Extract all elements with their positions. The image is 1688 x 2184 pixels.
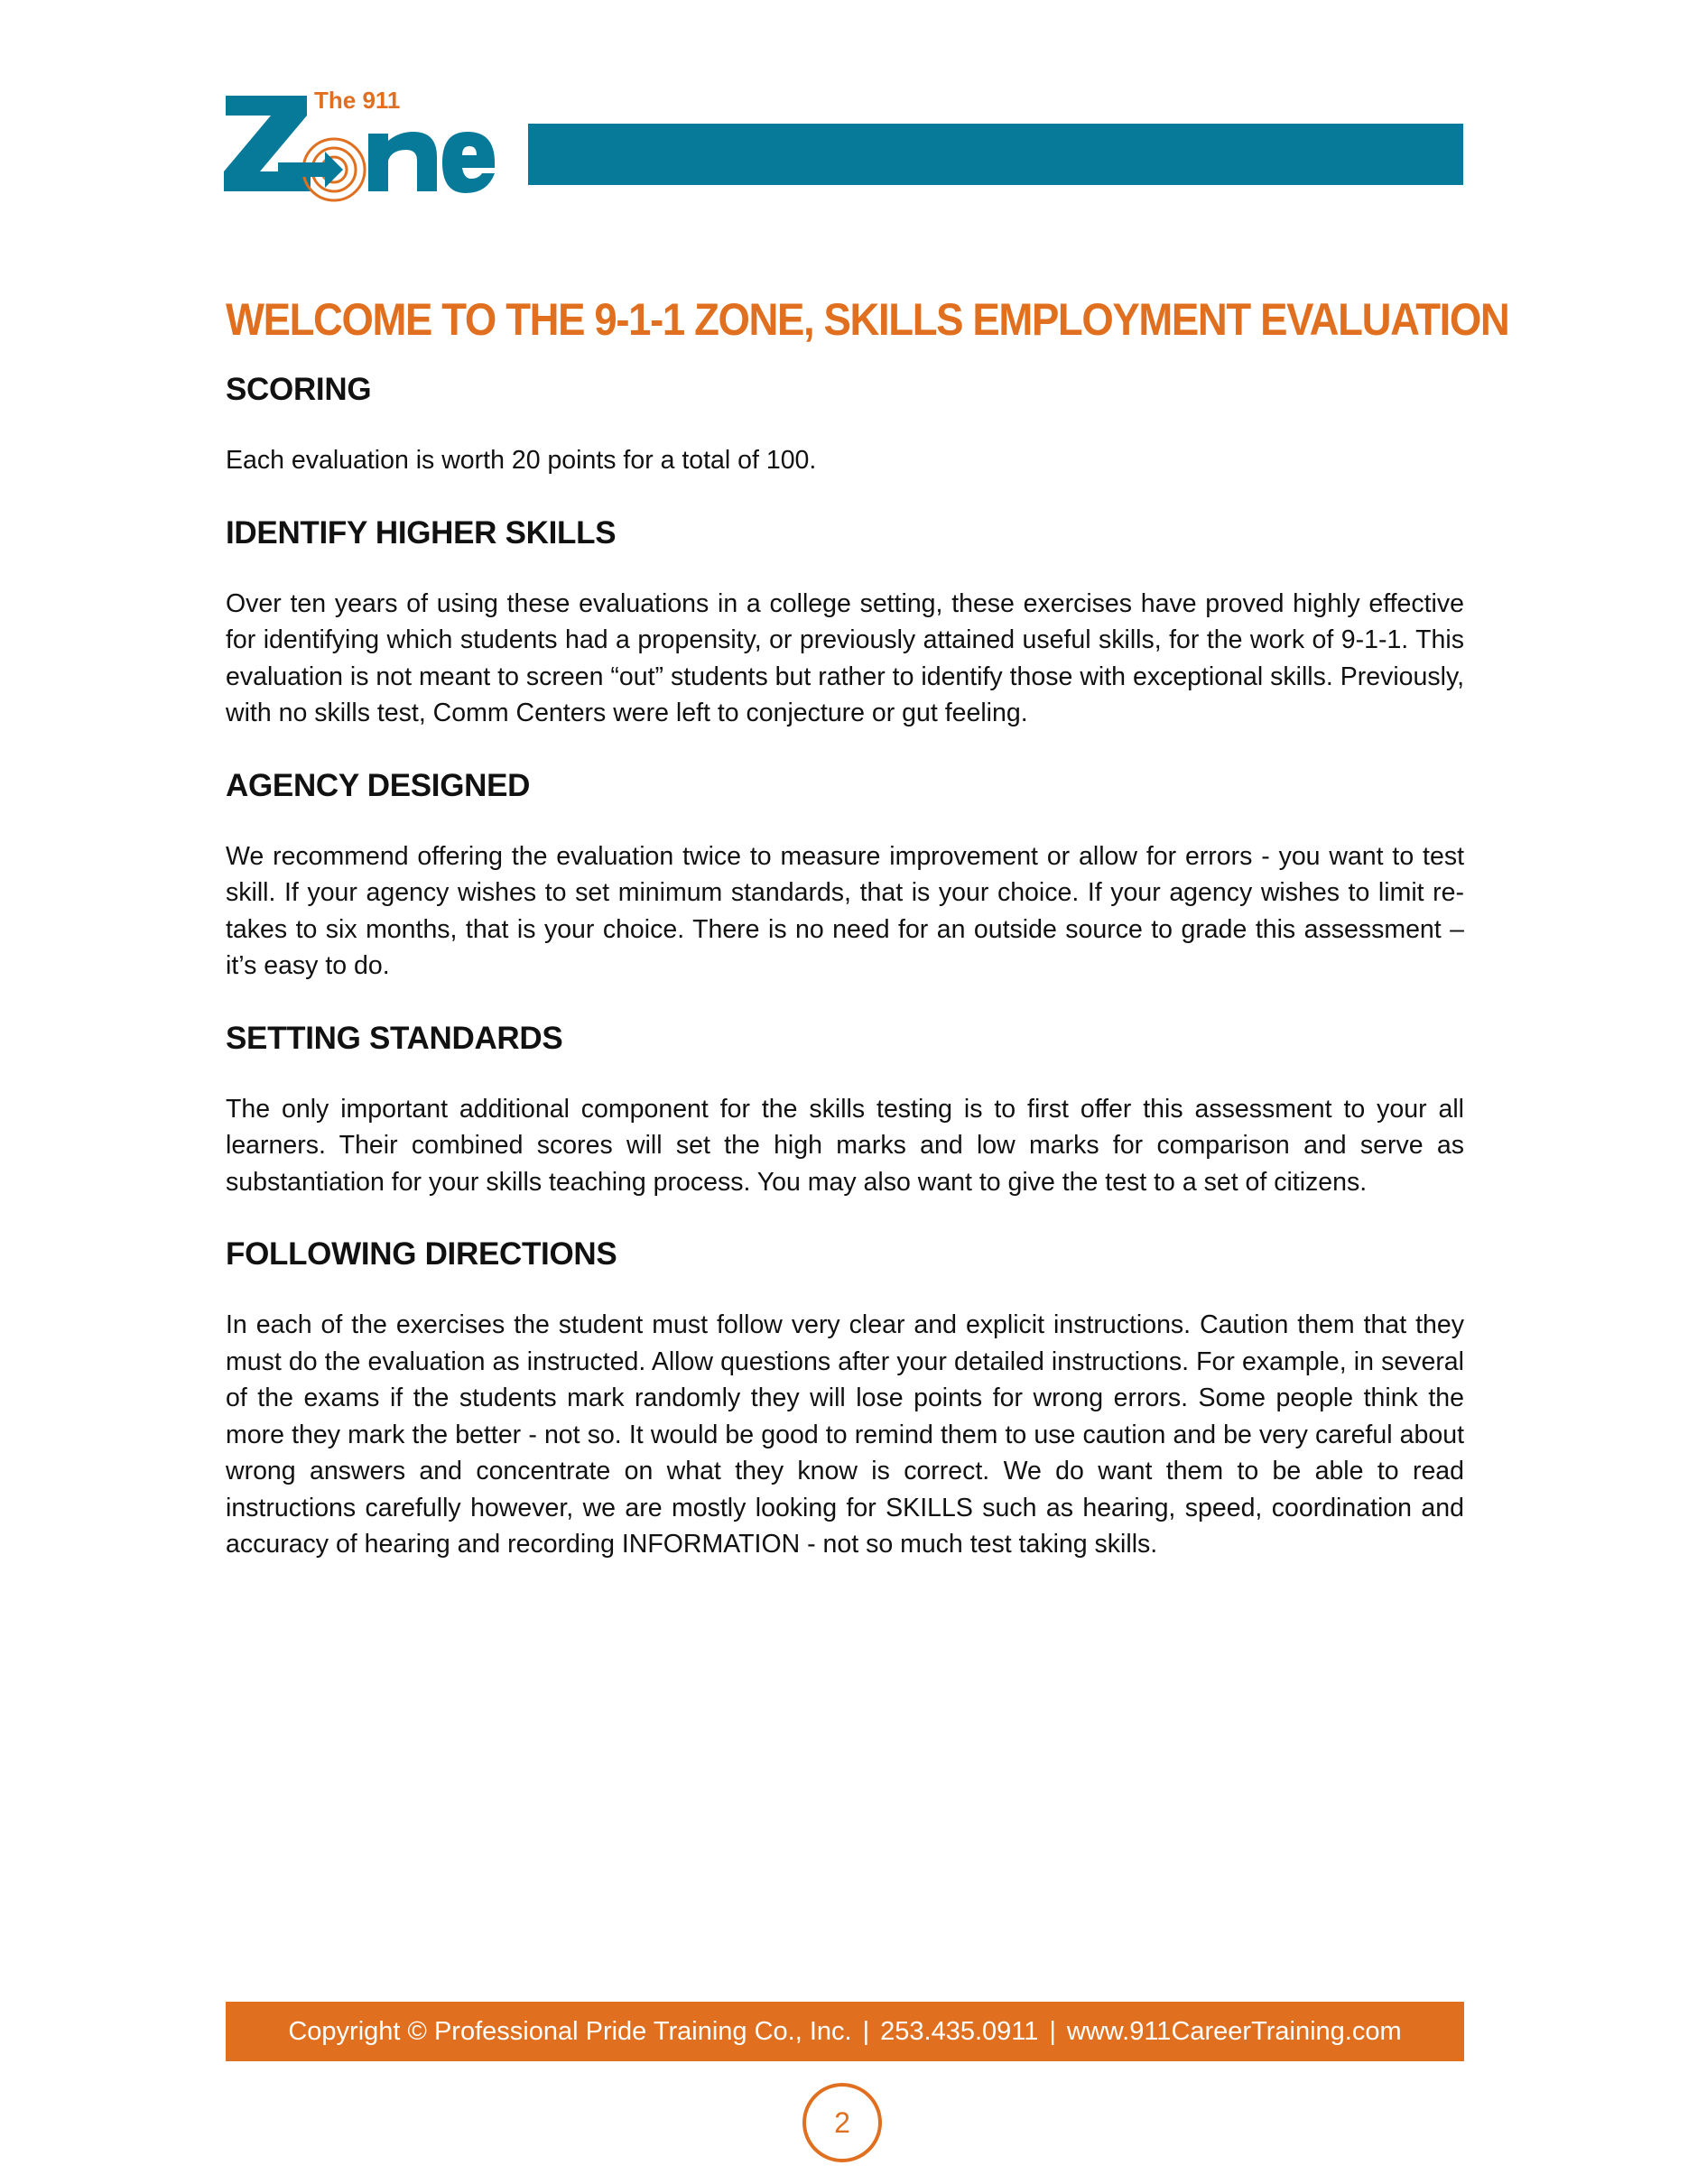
section-text: Each evaluation is worth 20 points for a total of 100.: [226, 446, 817, 475]
footer-separator: |: [862, 2016, 870, 2046]
section-text: Over ten years of using these evaluations in a college setting, these exercises have proved highly effective for identifying which students had a propensity, or previously attained useful skills, for the work of 9-1-1. This evaluation is not meant to screen “out” students but rather to identify those with exceptional skills. Previously, with no skills test, Comm Centers were left to conjecture or gut feeling.: [226, 588, 1464, 727]
section-following-directions: [226, 1235, 1464, 1563]
section-identify-higher-skills: [226, 514, 1464, 732]
section-scoring: [226, 370, 1464, 479]
the-911-zone-logo: [224, 87, 522, 231]
page-title: WELCOME TO THE 9-1-1 ZONE, SKILLS EMPLOYMENT EVALUATION: [226, 293, 1509, 345]
section-heading: FOLLOWING DIRECTIONS: [226, 1236, 617, 1272]
section-heading: SCORING: [226, 372, 372, 407]
page-number-badge: [802, 2083, 882, 2162]
section-setting-standards: [226, 1019, 1464, 1201]
section-text: The only important additional component for the skills testing is to first offer this assessment to your all learners. Their combined scores will set the high marks and low marks for comparison and serve as substantiation for your skills teaching process. You may also want to give the test to a set of citizens.: [226, 1094, 1464, 1197]
section-heading: AGENCY DESIGNED: [226, 767, 531, 803]
section-heading: SETTING STANDARDS: [226, 1020, 563, 1056]
footer-bar: [226, 2002, 1464, 2061]
footer-copyright: Copyright © Professional Pride Training Co., Inc.: [288, 2016, 852, 2046]
footer-website-link[interactable]: www.911CareerTraining.com: [1066, 2016, 1402, 2046]
section-text: In each of the exercises the student must follow very clear and explicit instructions. Caution them that they must do the evaluation as instructed. Allow questions after your detailed instructions. For example, in several of the exams if the students mark randomly they will lose points for wrong errors. Some people think the more they mark the better - not so. It would be good to remind them to use caution and be very careful about wrong answers and concentrate on what they know is correct. We do want them to be able to read instructions carefully however, we are mostly looking for SKILLS such as hearing, speed, coordination and accuracy of hearing and recording INFORMATION - not so much test taking skills.: [226, 1310, 1464, 1559]
page-number: 2: [834, 2105, 850, 2139]
footer-phone: 253.435.0911: [880, 2016, 1039, 2046]
section-heading: IDENTIFY HIGHER SKILLS: [226, 514, 617, 551]
logo-small-text: The 911: [314, 87, 401, 114]
section-text: We recommend offering the evaluation twice to measure improvement or allow for errors - you want to test skill. If your agency wishes to set minimum standards, that is your choice. If your agency wishes to limit re-takes to six months, that is your choice. There is no need for an outside source to grade this assessment – it’s easy to do.: [226, 841, 1464, 980]
section-agency-designed: [226, 766, 1464, 985]
header-accent-bar: [528, 124, 1463, 185]
footer-separator: |: [1049, 2016, 1056, 2046]
main-content: [226, 370, 1464, 1563]
